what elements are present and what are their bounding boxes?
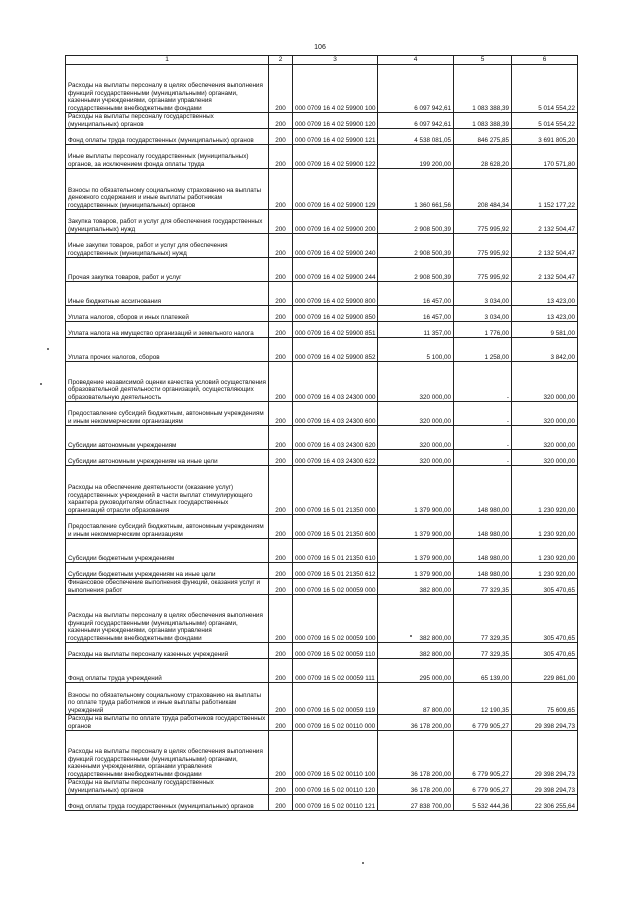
line-item-name: Финансовое обеспечение выполнения функций, оказания услуг и выполнения работ — [66, 579, 269, 595]
line-code: 200 — [269, 306, 293, 322]
line-code: 200 — [269, 643, 293, 659]
line-code: 200 — [269, 129, 293, 145]
table-row — [66, 515, 578, 539]
scan-speck — [40, 383, 42, 385]
unexecuted-amount: 2 132 504,47 — [512, 258, 578, 282]
executed-amount: 148 980,00 — [454, 466, 512, 515]
executed-amount: 5 532 444,36 — [454, 795, 512, 811]
executed-amount: 12 190,35 — [454, 683, 512, 715]
executed-amount: 77 329,35 — [454, 643, 512, 659]
approved-amount: 4 538 081,05 — [378, 129, 454, 145]
line-item-name: Иные закупки товаров, работ и услуг для обеспечения государственных (муниципальных) нужд — [66, 234, 269, 258]
line-item-name: Расходы на выплаты персоналу в целях обеспечения выполнения функций государственными (муниципальными) органами, казенными учреждениями, органами управления государственными внебюджетными фондами — [66, 65, 269, 113]
line-item-name: Закупка товаров, работ и услуг для обеспечения государственных (муниципальных) нужд — [66, 210, 269, 234]
column-header: 6 — [512, 56, 578, 65]
executed-amount: 28 628,20 — [454, 145, 512, 169]
line-code: 200 — [269, 282, 293, 306]
executed-amount: - — [454, 362, 512, 402]
line-code: 200 — [269, 322, 293, 338]
executed-amount: 77 329,35 — [454, 595, 512, 643]
classification-code: 000 0709 16 4 02 59900 100 — [293, 65, 378, 113]
classification-code: 000 0709 16 4 02 59900 200 — [293, 210, 378, 234]
unexecuted-amount: 29 398 294,73 — [512, 731, 578, 779]
line-code: 200 — [269, 779, 293, 795]
table-row — [66, 539, 578, 563]
table-row — [66, 362, 578, 402]
approved-amount: 1 360 661,56 — [378, 169, 454, 210]
line-code: 200 — [269, 113, 293, 129]
classification-code: 000 0709 16 5 01 21350 000 — [293, 466, 378, 515]
line-code: 200 — [269, 563, 293, 579]
approved-amount: 36 178 200,00 — [378, 731, 454, 779]
approved-amount: 320 000,00 — [378, 362, 454, 402]
table-row — [66, 306, 578, 322]
line-code: 200 — [269, 65, 293, 113]
executed-amount: - — [454, 450, 512, 466]
approved-amount: 382 800,00 — [378, 579, 454, 595]
approved-amount: 27 838 700,00 — [378, 795, 454, 811]
approved-amount: 87 800,00 — [378, 683, 454, 715]
classification-code: 000 0709 16 5 02 00110 121 — [293, 795, 378, 811]
unexecuted-amount: 2 132 504,47 — [512, 210, 578, 234]
classification-code: 000 0709 16 4 02 59900 121 — [293, 129, 378, 145]
executed-amount: 1 776,00 — [454, 322, 512, 338]
classification-code: 000 0709 16 5 01 21350 610 — [293, 539, 378, 563]
unexecuted-amount: 1 152 177,22 — [512, 169, 578, 210]
unexecuted-amount: 22 306 255,64 — [512, 795, 578, 811]
table-row — [66, 234, 578, 258]
unexecuted-amount: 1 230 920,00 — [512, 539, 578, 563]
unexecuted-amount: 29 398 294,73 — [512, 715, 578, 731]
unexecuted-amount: 5 014 554,22 — [512, 65, 578, 113]
unexecuted-amount: 2 132 504,47 — [512, 234, 578, 258]
unexecuted-amount: 1 230 920,00 — [512, 466, 578, 515]
approved-amount: 320 000,00 — [378, 450, 454, 466]
table-row — [66, 579, 578, 595]
classification-code: 000 0709 16 4 02 59900 244 — [293, 258, 378, 282]
table-row — [66, 65, 578, 113]
line-item-name: Субсидии бюджетным учреждениям на иные цели — [66, 563, 269, 579]
line-code: 200 — [269, 402, 293, 426]
scan-speck — [362, 862, 364, 864]
classification-code: 000 0709 16 5 02 00059 000 — [293, 579, 378, 595]
approved-amount: 382 800,00 — [378, 643, 454, 659]
executed-amount: 1 083 388,39 — [454, 113, 512, 129]
approved-amount: 16 457,00 — [378, 282, 454, 306]
classification-code: 000 0709 16 5 01 21350 612 — [293, 563, 378, 579]
unexecuted-amount: 3 842,00 — [512, 338, 578, 362]
line-code: 200 — [269, 683, 293, 715]
line-code: 200 — [269, 258, 293, 282]
line-item-name: Фонд оплаты труда учреждений — [66, 659, 269, 683]
unexecuted-amount: 5 014 554,22 — [512, 113, 578, 129]
line-item-name: Предоставление субсидий бюджетным, автономным учреждениям и иным некоммерческим организациям — [66, 515, 269, 539]
executed-amount: 3 034,00 — [454, 306, 512, 322]
scan-speck — [410, 635, 412, 637]
classification-code: 000 0709 16 4 03 24300 622 — [293, 450, 378, 466]
line-code: 200 — [269, 338, 293, 362]
classification-code: 000 0709 16 4 02 59900 851 — [293, 322, 378, 338]
table-row — [66, 426, 578, 450]
table-row — [66, 450, 578, 466]
table-row — [66, 113, 578, 129]
table-row — [66, 210, 578, 234]
line-code: 200 — [269, 731, 293, 779]
approved-amount: 295 000,00 — [378, 659, 454, 683]
table-row — [66, 731, 578, 779]
executed-amount: 775 995,92 — [454, 210, 512, 234]
approved-amount: 36 178 200,00 — [378, 779, 454, 795]
approved-amount: 6 097 942,61 — [378, 113, 454, 129]
line-item-name: Расходы на выплаты персоналу в целях обеспечения выполнения функций государственными (муниципальными) органами, казенными учреждениями, органами управления государственными внебюджетными фондами — [66, 731, 269, 779]
classification-code: 000 0709 16 5 02 00059 110 — [293, 643, 378, 659]
line-item-name: Фонд оплаты труда государственных (муниципальных) органов — [66, 795, 269, 811]
executed-amount: 6 779 905,27 — [454, 779, 512, 795]
table-row — [66, 282, 578, 306]
executed-amount: 775 995,92 — [454, 234, 512, 258]
classification-code: 000 0709 16 5 02 00059 111 — [293, 659, 378, 683]
line-item-name: Прочая закупка товаров, работ и услуг — [66, 258, 269, 282]
line-item-name: Уплата прочих налогов, сборов — [66, 338, 269, 362]
unexecuted-amount: 305 470,65 — [512, 595, 578, 643]
table-row — [66, 129, 578, 145]
line-item-name: Расходы на выплаты по оплате труда работников государственных органов — [66, 715, 269, 731]
line-code: 200 — [269, 595, 293, 643]
classification-code: 000 0709 16 4 02 59900 800 — [293, 282, 378, 306]
executed-amount: - — [454, 426, 512, 450]
table-row — [66, 258, 578, 282]
executed-amount: - — [454, 402, 512, 426]
classification-code: 000 0709 16 5 02 00110 100 — [293, 731, 378, 779]
line-item-name: Субсидии автономным учреждениям на иные цели — [66, 450, 269, 466]
line-code: 200 — [269, 659, 293, 683]
line-item-name: Предоставление субсидий бюджетным, автономным учреждениям и иным некоммерческим организациям — [66, 402, 269, 426]
unexecuted-amount: 9 581,00 — [512, 322, 578, 338]
classification-code: 000 0709 16 4 03 24300 000 — [293, 362, 378, 402]
table-row — [66, 643, 578, 659]
unexecuted-amount: 229 861,00 — [512, 659, 578, 683]
line-code: 200 — [269, 466, 293, 515]
line-code: 200 — [269, 362, 293, 402]
approved-amount: 1 379 900,00 — [378, 539, 454, 563]
unexecuted-amount: 320 000,00 — [512, 362, 578, 402]
line-code: 200 — [269, 234, 293, 258]
classification-code: 000 0709 16 4 02 59900 122 — [293, 145, 378, 169]
column-header: 1 — [66, 56, 269, 65]
table-row — [66, 145, 578, 169]
approved-amount: 6 097 942,61 — [378, 65, 454, 113]
classification-code: 000 0709 16 4 02 59900 850 — [293, 306, 378, 322]
approved-amount: 199 200,00 — [378, 145, 454, 169]
line-item-name: Взносы по обязательному социальному страхованию на выплаты по оплате труда работников и иные выплаты работникам учреждений — [66, 683, 269, 715]
table-row — [66, 466, 578, 515]
line-item-name: Иные бюджетные ассигнования — [66, 282, 269, 306]
line-item-name: Субсидии бюджетным учреждениям — [66, 539, 269, 563]
unexecuted-amount: 305 470,65 — [512, 579, 578, 595]
line-item-name: Расходы на выплаты персоналу казенных учреждений — [66, 643, 269, 659]
classification-code: 000 0709 16 5 02 00110 000 — [293, 715, 378, 731]
executed-amount: 1 258,00 — [454, 338, 512, 362]
line-item-name: Иные выплаты персоналу государственных (муниципальных) органов, за исключением фонда оплаты труда — [66, 145, 269, 169]
line-item-name: Проведение независимой оценки качества условий осуществления образовательной деятельности организаций, осуществляющих образовательную деятельность — [66, 362, 269, 402]
budget-execution-table — [65, 55, 578, 811]
line-item-name: Расходы на выплаты персоналу государственных (муниципальных) органов — [66, 113, 269, 129]
executed-amount: 77 329,35 — [454, 579, 512, 595]
line-code: 200 — [269, 579, 293, 595]
unexecuted-amount: 13 423,00 — [512, 306, 578, 322]
table-row — [66, 563, 578, 579]
classification-code: 000 0709 16 5 02 00110 120 — [293, 779, 378, 795]
approved-amount: 2 908 500,39 — [378, 234, 454, 258]
executed-amount: 775 995,92 — [454, 258, 512, 282]
line-item-name: Расходы на выплаты персоналу государственных (муниципальных) органов — [66, 779, 269, 795]
line-code: 200 — [269, 210, 293, 234]
classification-code: 000 0709 16 4 02 59900 120 — [293, 113, 378, 129]
line-item-name: Взносы по обязательному социальному страхованию на выплаты денежного содержания и иные выплаты работникам государственных (муниципальных) органов — [66, 169, 269, 210]
column-header: 5 — [454, 56, 512, 65]
unexecuted-amount: 320 000,00 — [512, 450, 578, 466]
column-number-row — [66, 56, 578, 65]
approved-amount: 382 800,00 — [378, 595, 454, 643]
table-row — [66, 683, 578, 715]
approved-amount: 16 457,00 — [378, 306, 454, 322]
table-row — [66, 338, 578, 362]
unexecuted-amount: 29 398 294,73 — [512, 779, 578, 795]
executed-amount: 6 779 905,27 — [454, 715, 512, 731]
line-code: 200 — [269, 515, 293, 539]
line-item-name: Субсидии автономным учреждениям — [66, 426, 269, 450]
table-row — [66, 715, 578, 731]
table-row — [66, 779, 578, 795]
unexecuted-amount: 13 423,00 — [512, 282, 578, 306]
approved-amount: 320 000,00 — [378, 402, 454, 426]
page-number: 106 — [314, 44, 326, 51]
line-item-name: Фонд оплаты труда государственных (муниципальных) органов — [66, 129, 269, 145]
classification-code: 000 0709 16 4 02 59900 240 — [293, 234, 378, 258]
unexecuted-amount: 3 691 805,20 — [512, 129, 578, 145]
table-row — [66, 169, 578, 210]
classification-code: 000 0709 16 5 02 00059 100 — [293, 595, 378, 643]
executed-amount: 148 980,00 — [454, 539, 512, 563]
approved-amount: 1 379 900,00 — [378, 515, 454, 539]
unexecuted-amount: 1 230 920,00 — [512, 563, 578, 579]
line-item-name: Расходы на выплаты персоналу в целях обеспечения выполнения функций государственными (муниципальными) органами, казенными учреждениями, органами управления государственными внебюджетными фондами — [66, 595, 269, 643]
table-row — [66, 322, 578, 338]
unexecuted-amount: 1 230 920,00 — [512, 515, 578, 539]
classification-code: 000 0709 16 4 03 24300 600 — [293, 402, 378, 426]
approved-amount: 1 379 900,00 — [378, 563, 454, 579]
approved-amount: 11 357,00 — [378, 322, 454, 338]
line-item-name: Уплата налогов, сборов и иных платежей — [66, 306, 269, 322]
line-item-name: Расходы на обеспечение деятельности (оказание услуг) государственных учреждений в части выплат стимулирующего характера руководителям областных государственных организаций отрасли образования — [66, 466, 269, 515]
executed-amount: 1 083 388,39 — [454, 65, 512, 113]
executed-amount: 65 139,00 — [454, 659, 512, 683]
approved-amount: 36 178 200,00 — [378, 715, 454, 731]
table-row — [66, 402, 578, 426]
approved-amount: 2 908 500,39 — [378, 210, 454, 234]
unexecuted-amount: 75 609,65 — [512, 683, 578, 715]
line-item-name: Уплата налога на имущество организаций и земельного налога — [66, 322, 269, 338]
line-code: 200 — [269, 539, 293, 563]
unexecuted-amount: 170 571,80 — [512, 145, 578, 169]
table-row — [66, 795, 578, 811]
executed-amount: 3 034,00 — [454, 282, 512, 306]
line-code: 200 — [269, 169, 293, 210]
line-code: 200 — [269, 715, 293, 731]
approved-amount: 320 000,00 — [378, 426, 454, 450]
table-row — [66, 659, 578, 683]
approved-amount: 5 100,00 — [378, 338, 454, 362]
executed-amount: 208 484,34 — [454, 169, 512, 210]
line-code: 200 — [269, 450, 293, 466]
line-code: 200 — [269, 795, 293, 811]
unexecuted-amount: 320 000,00 — [512, 402, 578, 426]
unexecuted-amount: 305 470,65 — [512, 643, 578, 659]
line-code: 200 — [269, 426, 293, 450]
classification-code: 000 0709 16 4 02 59900 129 — [293, 169, 378, 210]
scan-speck — [47, 348, 49, 350]
executed-amount: 6 779 905,27 — [454, 731, 512, 779]
classification-code: 000 0709 16 5 01 21350 600 — [293, 515, 378, 539]
column-header: 2 — [269, 56, 293, 65]
column-header: 4 — [378, 56, 454, 65]
executed-amount: 846 275,85 — [454, 129, 512, 145]
table-row — [66, 595, 578, 643]
executed-amount: 148 980,00 — [454, 563, 512, 579]
approved-amount: 2 908 500,39 — [378, 258, 454, 282]
unexecuted-amount: 320 000,00 — [512, 426, 578, 450]
executed-amount: 148 980,00 — [454, 515, 512, 539]
line-code: 200 — [269, 145, 293, 169]
classification-code: 000 0709 16 4 03 24300 620 — [293, 426, 378, 450]
table-body — [66, 65, 578, 811]
column-header: 3 — [293, 56, 378, 65]
classification-code: 000 0709 16 4 02 59900 852 — [293, 338, 378, 362]
approved-amount: 1 379 900,00 — [378, 466, 454, 515]
classification-code: 000 0709 16 5 02 00059 119 — [293, 683, 378, 715]
